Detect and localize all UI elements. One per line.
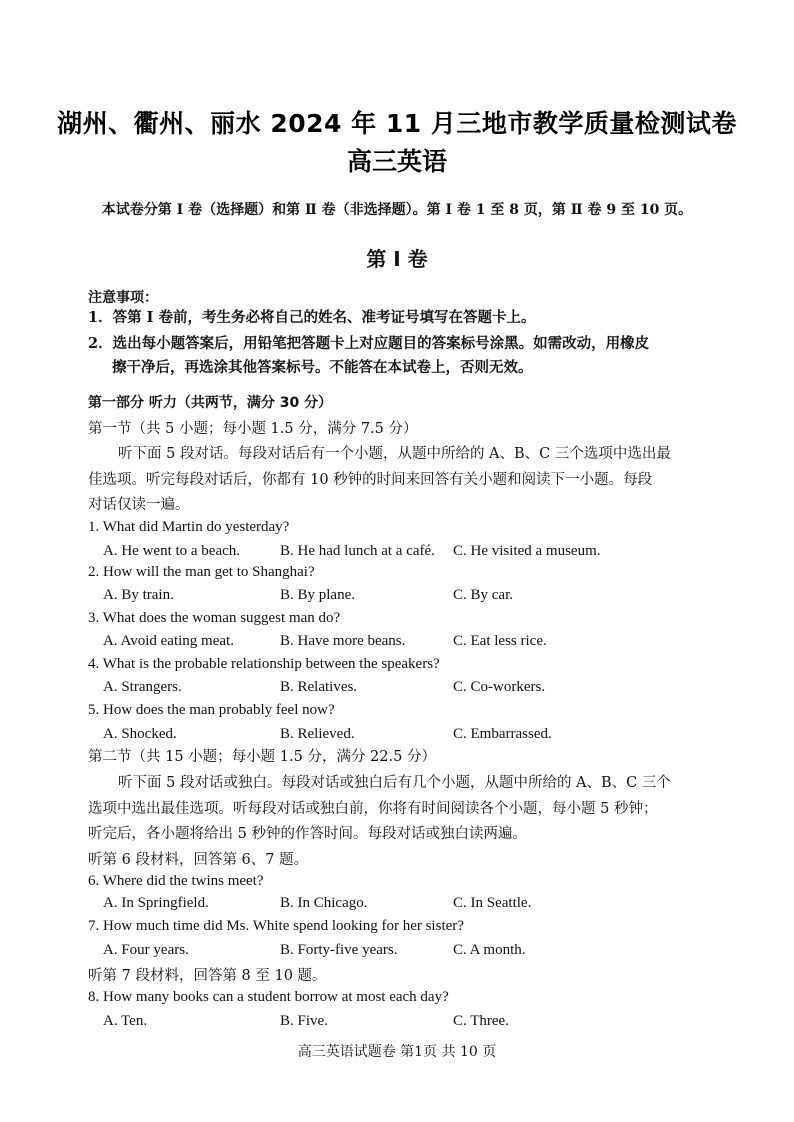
question-1: 1. What did Martin do yesterday? (88, 519, 290, 535)
q4-option-c: C. Co-workers. (453, 679, 546, 695)
q7-option-c: C. A month. (453, 942, 526, 958)
question-3: 3. What does the woman suggest man do? (88, 610, 341, 626)
q4-option-b: B. Relatives. (280, 679, 358, 695)
exam-title: 湖州、衢州、丽水 2024 年 11 月三地市教学质量检测试卷 (57, 109, 737, 138)
q5-option-c: C. Embarrassed. (453, 726, 552, 742)
note-item-1: 1．答第 Ⅰ 卷前，考生务必将自己的姓名、准考证号填写在答题卡上。 (88, 309, 536, 326)
question-7: 7. How much time did Ms. White spend looking for her sister? (88, 918, 464, 934)
material-6-instruction: 听第 6 段材料，回答第 6、7 题。 (88, 852, 309, 868)
note-item-2-line1: 2．选出每小题答案后，用铅笔把答题卡上对应题目的答案标号涂黑。如需改动，用橡皮 (88, 335, 650, 352)
section2-heading: 第二节（共 15 小题；每小题 1.5 分，满分 22.5 分） (88, 749, 436, 765)
question-2: 2. How will the man get to Shanghai? (88, 564, 315, 580)
q8-option-b: B. Five. (280, 1013, 328, 1029)
q4-option-a: A. Strangers. (103, 679, 182, 695)
q7-option-a: A. Four years. (103, 942, 189, 958)
note-item-2-line2: 擦干净后，再选涂其他答案标号。不能答在本试卷上，否则无效。 (112, 359, 533, 376)
page-footer: 高三英语试题卷 第1页 共 10 页 (297, 1044, 497, 1060)
section1-instruction-line3: 对话仅读一遍。 (88, 497, 190, 513)
q7-option-b: B. Forty-five years. (280, 942, 398, 958)
q2-option-c: C. By car. (453, 587, 513, 603)
question-4: 4. What is the probable relationship between the speakers? (88, 656, 440, 672)
q3-option-b: B. Have more beans. (280, 633, 406, 649)
section1-instruction-line2: 佳选项。听完每段对话后，你都有 10 秒钟的时间来回答有关小题和阅读下一小题。每段 (88, 472, 653, 488)
q3-option-c: C. Eat less rice. (453, 633, 547, 649)
material-7-instruction: 听第 7 段材料，回答第 8 至 10 题。 (88, 968, 327, 984)
q8-option-c: C. Three. (453, 1013, 509, 1029)
notes-heading: 注意事项： (88, 290, 158, 306)
q3-option-a: A. Avoid eating meat. (103, 633, 234, 649)
question-5: 5. How does the man probably feel now? (88, 702, 335, 718)
section1-heading: 第一节（共 5 小题；每小题 1.5 分，满分 7.5 分） (88, 421, 418, 437)
exam-subtitle: 高三英语 (346, 147, 447, 176)
exam-intro: 本试卷分第 Ⅰ 卷（选择题）和第 Ⅱ 卷（非选择题）。第 Ⅰ 卷 1 至 8 页，第 Ⅱ 卷 9 至 10 页。 (101, 202, 693, 218)
q1-option-b: B. He had lunch at a café. (280, 543, 435, 559)
q1-option-a: A. He went to a beach. (103, 543, 241, 559)
q6-option-b: B. In Chicago. (280, 895, 368, 911)
q5-option-a: A. Shocked. (103, 726, 177, 742)
part1-heading: 第一部分 听力（共两节，满分 30 分） (88, 395, 333, 411)
q2-option-a: A. By train. (103, 587, 174, 603)
section2-instruction-line3: 听完后，各小题将给出 5 秒钟的作答时间。每段对话或独白读两遍。 (88, 826, 527, 842)
q6-option-a: A. In Springfield. (103, 895, 209, 911)
q6-option-c: C. In Seattle. (453, 895, 532, 911)
volume-title: 第 Ⅰ 卷 (366, 247, 428, 271)
question-8: 8. How many books can a student borrow at most each day? (88, 989, 449, 1005)
section2-instruction-line1: 听下面 5 段对话或独白。每段对话或独白后有几个小题，从题中所给的 A、B、C 三个 (118, 775, 671, 791)
section1-instruction-line1: 听下面 5 段对话。每段对话后有一个小题，从题中所给的 A、B、C 三个选项中选出最 (118, 446, 671, 462)
q5-option-b: B. Relieved. (280, 726, 355, 742)
question-6: 6. Where did the twins meet? (88, 873, 264, 889)
q2-option-b: B. By plane. (280, 587, 355, 603)
q1-option-c: C. He visited a museum. (453, 543, 601, 559)
q8-option-a: A. Ten. (103, 1013, 148, 1029)
section2-instruction-line2: 选项中选出最佳选项。听每段对话或独白前，你将有时间阅读各个小题，每小题 5 秒钟； (88, 801, 658, 817)
